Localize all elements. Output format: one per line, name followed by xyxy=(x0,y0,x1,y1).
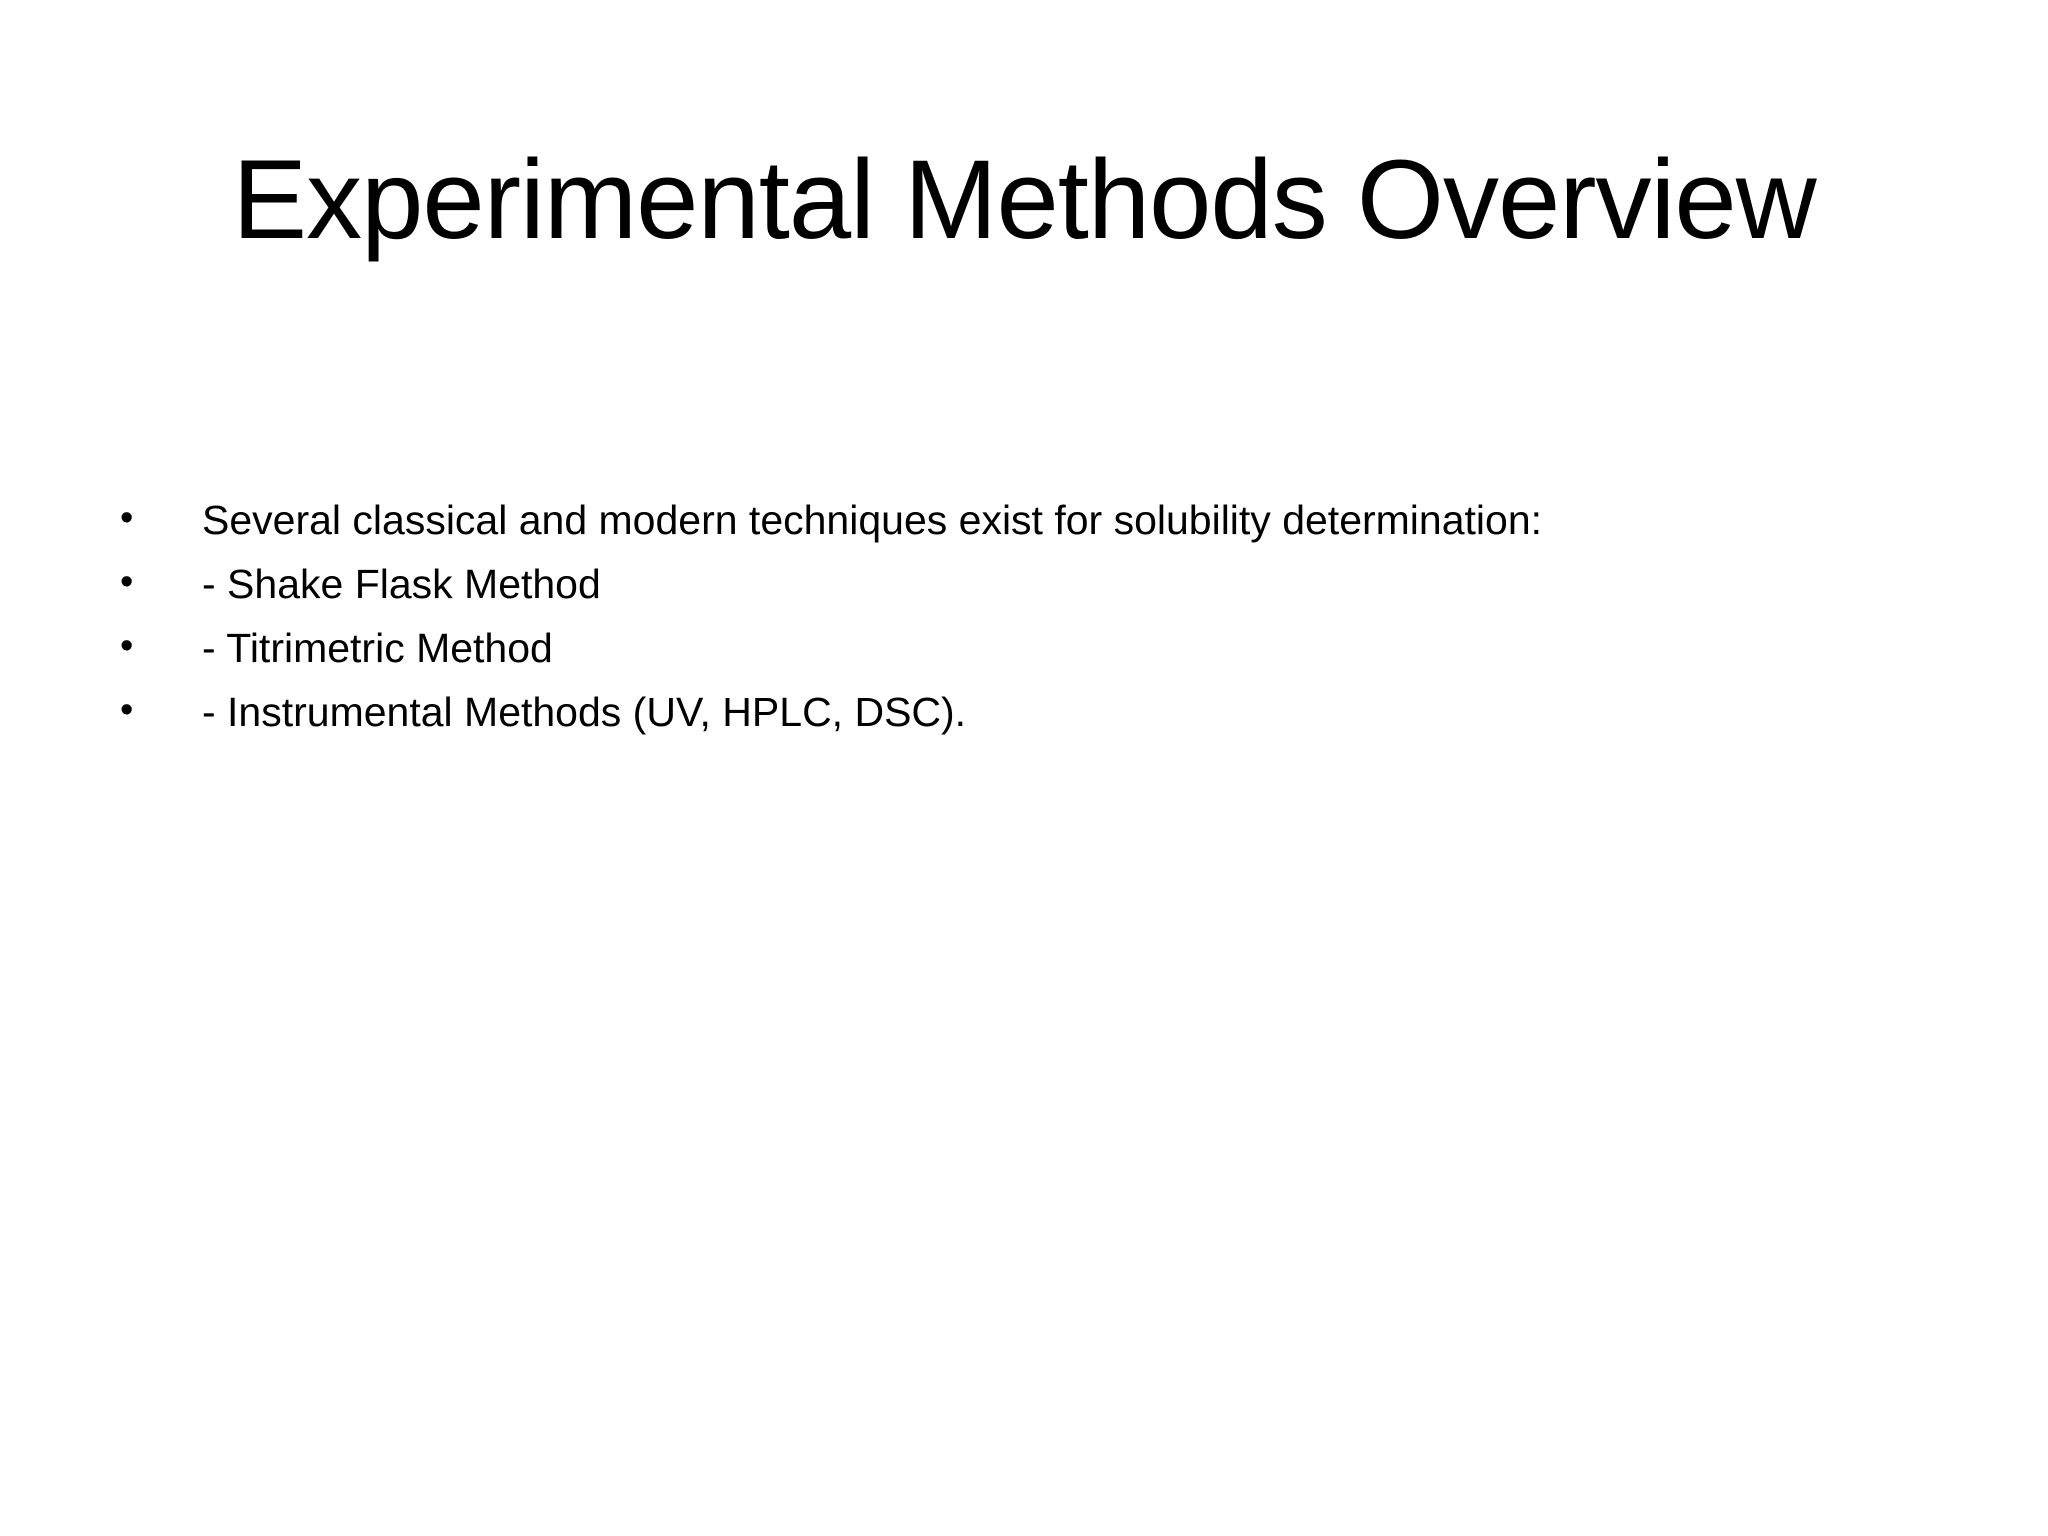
bullet-icon: • xyxy=(120,497,134,539)
bullet-list xyxy=(120,488,1940,744)
list-item-text: - Instrumental Methods (UV, HPLC, DSC). xyxy=(202,689,967,735)
bullet-icon: • xyxy=(120,561,134,603)
list-item xyxy=(120,552,1940,616)
list-item xyxy=(120,488,1940,552)
list-item xyxy=(120,680,1940,744)
bullet-icon: • xyxy=(120,625,134,667)
list-item-text: - Shake Flask Method xyxy=(202,561,601,607)
list-item-text: - Titrimetric Method xyxy=(202,625,553,671)
slide-title: Experimental Methods Overview xyxy=(232,137,1816,262)
bullet-icon: • xyxy=(120,689,134,731)
list-item-text: Several classical and modern techniques exist for solubility determination: xyxy=(202,497,1543,543)
list-item xyxy=(120,616,1940,680)
